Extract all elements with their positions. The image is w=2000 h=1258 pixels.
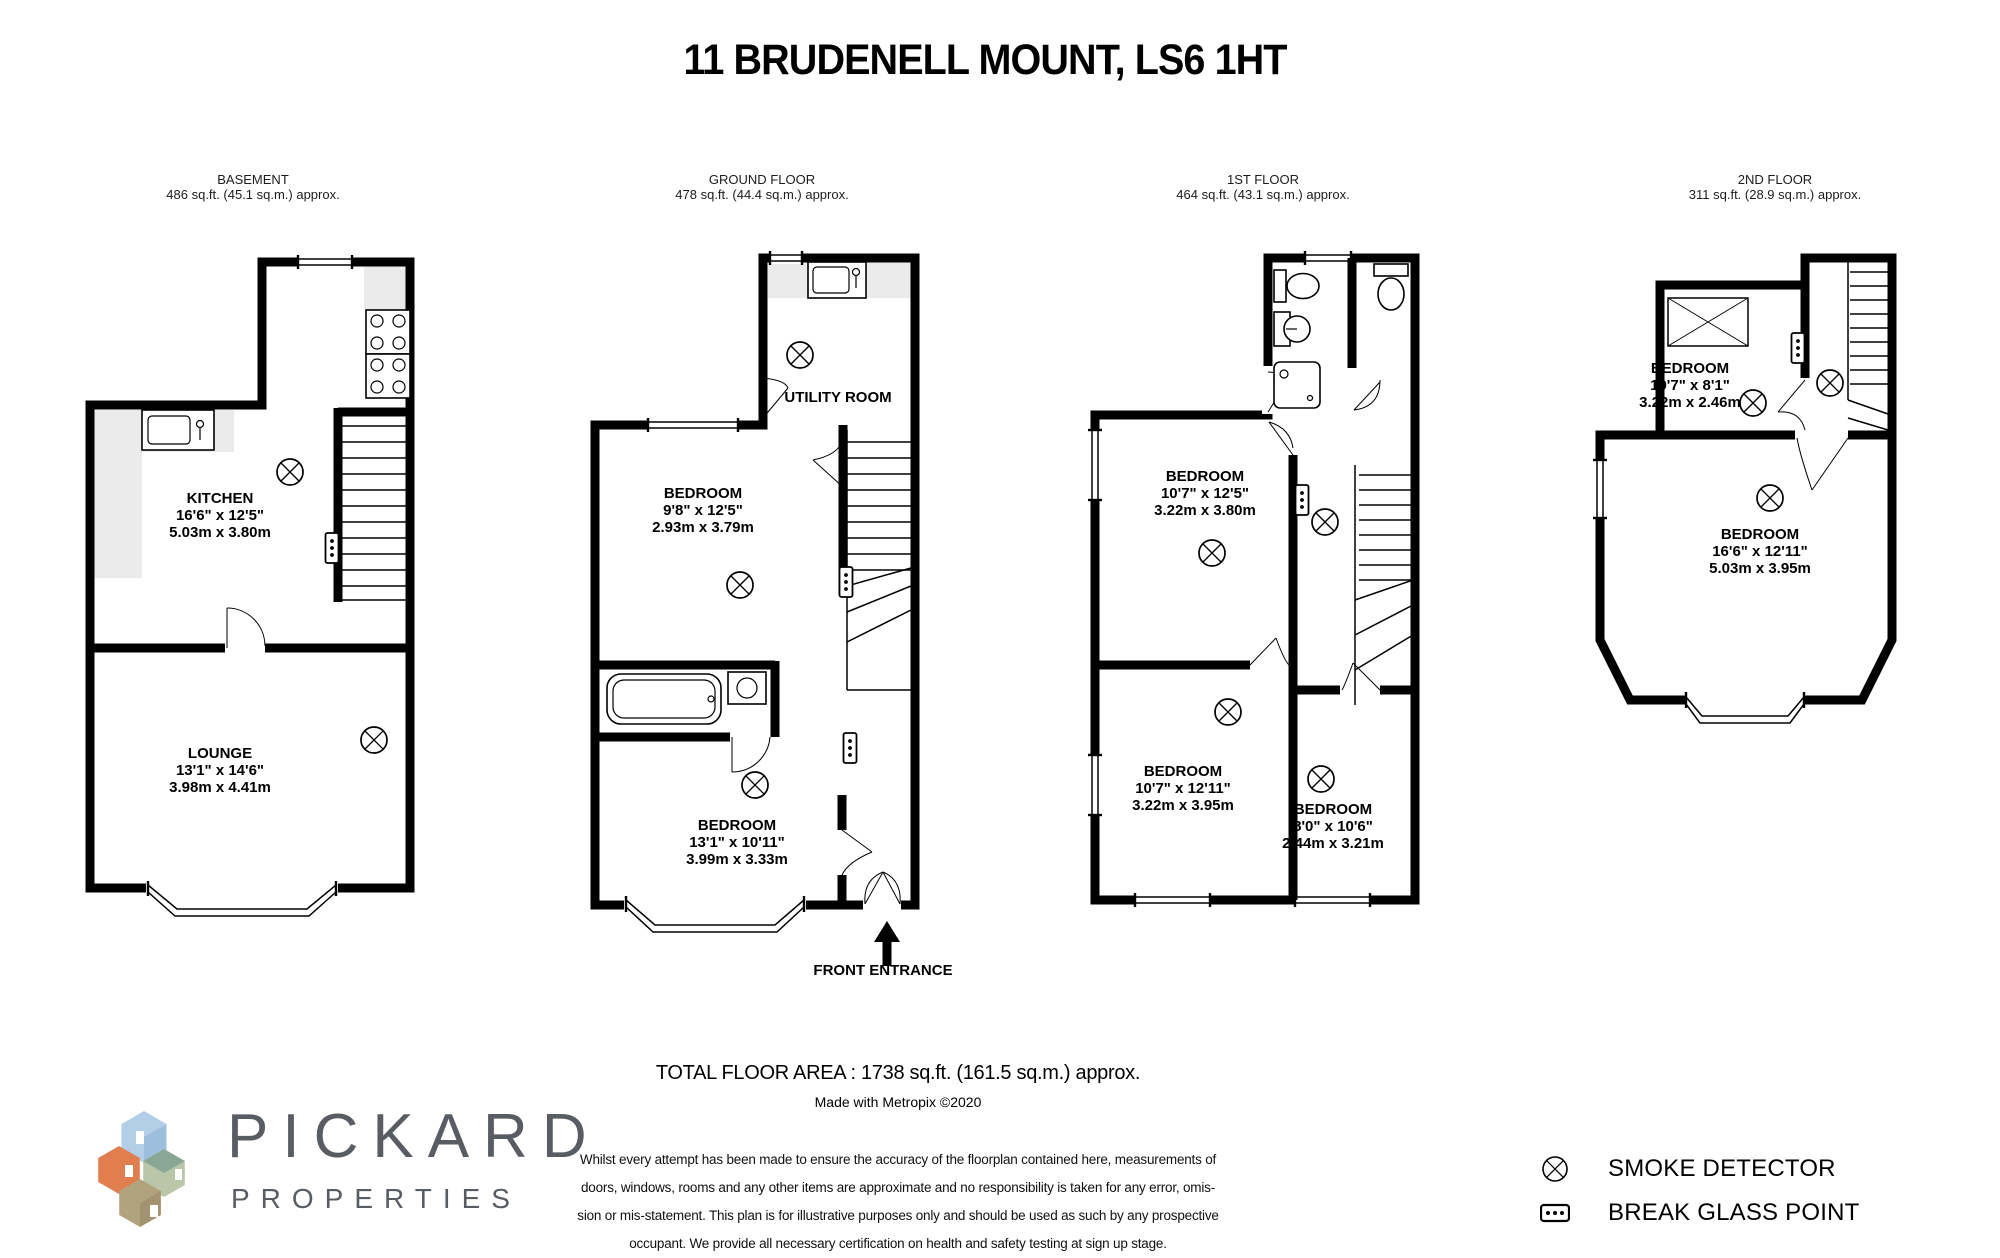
- total-floor-area: TOTAL FLOOR AREA : 1738 sq.ft. (161.5 sq.m.) approx.: [655, 1062, 1141, 1084]
- door: [842, 830, 872, 875]
- logo-name: PICKARD: [227, 1102, 601, 1171]
- window: [1135, 893, 1210, 907]
- logo-tagline: PROPERTIES: [231, 1183, 521, 1214]
- window: [298, 255, 352, 269]
- floor-header-ground: [675, 172, 848, 202]
- toilet: [1374, 264, 1408, 310]
- bay-window: [146, 881, 338, 916]
- sink: [1274, 312, 1310, 346]
- ground-drawing: [580, 250, 940, 995]
- legend-label: SMOKE DETECTOR: [1608, 1155, 1836, 1182]
- stairs: [1355, 465, 1413, 705]
- room-dims-metric: 2.44m x 3.21m: [1282, 835, 1384, 852]
- smoke-detector-icon: [1215, 699, 1241, 725]
- room-label-bedroom: [1639, 360, 1741, 411]
- room-dims-imperial: 16'6" x 12'5": [175, 507, 265, 524]
- bay-window: [624, 896, 806, 932]
- room-dims-imperial: 10'7" x 12'11": [1135, 780, 1231, 797]
- room-dims-metric: 2.93m x 3.79m: [652, 519, 754, 536]
- page-title: 11 BRUDENELL MOUNT, LS6 1HT: [683, 36, 1287, 84]
- door: [1250, 638, 1289, 665]
- break-glass-point-icon: [326, 533, 339, 563]
- break-glass-point-icon: [840, 567, 853, 597]
- floor-area: 486 sq.ft. (45.1 sq.m.) approx.: [166, 187, 340, 202]
- window: [1088, 755, 1102, 815]
- pickard-logo-text: [227, 1102, 601, 1215]
- room-name: BEDROOM: [1650, 360, 1730, 377]
- floor-plan-basement: [80, 250, 430, 940]
- floor-name: 2ND FLOOR: [1737, 172, 1813, 187]
- smoke-detector-icon: [1312, 509, 1338, 535]
- room-label-bedroom: [652, 485, 754, 536]
- basement-drawing: [80, 250, 430, 940]
- room-dims-metric: 3.22m x 2.46m: [1639, 394, 1741, 411]
- door: [227, 608, 265, 648]
- stairs: [338, 408, 410, 602]
- window: [770, 251, 802, 265]
- pickard-logo: [92, 1102, 601, 1235]
- shower: [1274, 362, 1320, 408]
- break-glass-point-icon: [1296, 485, 1309, 515]
- break-glass-point-icon: [1792, 333, 1805, 363]
- door: [1778, 380, 1805, 430]
- door: [1354, 380, 1380, 410]
- room-dims-metric: 3.99m x 3.33m: [686, 851, 788, 868]
- smoke-detector-icon: [787, 342, 813, 368]
- disclaimer: [548, 1146, 1248, 1258]
- break-glass-point-icon: [1540, 1198, 1570, 1228]
- floor-area: 478 sq.ft. (44.4 sq.m.) approx.: [675, 187, 849, 202]
- floor-plan-ground: [580, 250, 953, 995]
- front-entrance-arrow-icon: [874, 921, 900, 966]
- room-label-bedroom: [1282, 801, 1384, 852]
- stove: [366, 310, 410, 398]
- door: [732, 737, 770, 772]
- floor-area: 464 sq.ft. (43.1 sq.m.) approx.: [1176, 187, 1350, 202]
- door: [1797, 438, 1848, 490]
- room-dims-metric: 3.22m x 3.95m: [1132, 797, 1234, 814]
- window: [648, 418, 738, 432]
- room-label-lounge: [169, 745, 271, 796]
- smoke-detector-icon: [1540, 1154, 1570, 1184]
- window: [1593, 460, 1607, 518]
- smoke-detector-icon: [277, 459, 303, 485]
- room-dims-imperial: 9'8" x 12'5": [663, 502, 743, 519]
- made-with-credit: Made with Metropix ©2020: [814, 1094, 982, 1110]
- smoke-detector-icon: [361, 727, 387, 753]
- window: [1295, 893, 1370, 907]
- window: [1305, 251, 1351, 265]
- room-label-kitchen: [169, 490, 271, 541]
- stairs: [843, 425, 911, 690]
- room-label-utility: [784, 389, 891, 406]
- room-name: LOUNGE: [187, 745, 253, 762]
- room-dims-metric: 5.03m x 3.80m: [169, 524, 271, 541]
- floor-header-1st: [1176, 172, 1349, 202]
- room-dims-imperial: 10'7" x 12'5": [1160, 485, 1250, 502]
- legend-label: BREAK GLASS POINT: [1608, 1199, 1860, 1226]
- smoke-detector-icon: [1757, 485, 1783, 511]
- room-dims-imperial: 8'0" x 10'6": [1293, 818, 1373, 835]
- room-label-bedroom: [686, 817, 788, 868]
- disclaimer-line: doors, windows, rooms and any other items are approximate and no responsibility is taken for any error, omis-: [580, 1180, 1215, 1195]
- room-name: BEDROOM: [697, 817, 777, 834]
- kitchen-counter: [94, 410, 142, 578]
- smoke-detector-icon: [1740, 390, 1766, 416]
- second-drawing: [1590, 250, 1910, 730]
- bathtub: [607, 674, 721, 724]
- kitchen-counter: [364, 266, 410, 310]
- room-name: BEDROOM: [663, 485, 743, 502]
- floor-plan-2nd: [1590, 250, 1910, 730]
- legend-row-break-glass-point: [1540, 1196, 1859, 1230]
- room-label-bedroom: [1132, 763, 1234, 814]
- smoke-detector-icon: [727, 572, 753, 598]
- sink: [728, 672, 766, 704]
- room-dims-imperial: 13'1" x 10'11": [689, 834, 785, 851]
- legend: [1540, 1152, 1859, 1240]
- legend-row-smoke-detector: [1540, 1152, 1859, 1186]
- room-name: UTILITY ROOM: [784, 389, 892, 406]
- toilet: [1274, 270, 1319, 302]
- disclaimer-line: Whilst every attempt has been made to ensure the accuracy of the floorplan contained here, measurements of: [579, 1152, 1217, 1167]
- room-name: BEDROOM: [1143, 763, 1223, 780]
- floor-header-2nd: [1689, 172, 1861, 202]
- sink: [142, 410, 214, 450]
- floor-name: GROUND FLOOR: [708, 172, 816, 187]
- floor-name: BASEMENT: [217, 172, 289, 187]
- disclaimer-line: sion or mis-statement. This plan is for illustrative purposes only and should be used as such by any prospective: [577, 1208, 1219, 1223]
- front-door: [863, 872, 901, 911]
- smoke-detector-icon: [1199, 540, 1225, 566]
- pickard-logo-mark-icon: [92, 1105, 197, 1235]
- floor-name: 1ST FLOOR: [1226, 172, 1300, 187]
- room-dims-metric: 3.22m x 3.80m: [1154, 502, 1256, 519]
- bay-window: [1686, 692, 1804, 723]
- smoke-detector-icon: [742, 772, 768, 798]
- floor-area: 311 sq.ft. (28.9 sq.m.) approx.: [1688, 187, 1862, 202]
- skylight: [1668, 298, 1748, 346]
- room-name: BEDROOM: [1720, 526, 1800, 543]
- room-label-bedroom: [1154, 468, 1256, 519]
- room-dims-imperial: 10'7" x 8'1": [1650, 377, 1730, 394]
- exterior-walls: [595, 258, 915, 905]
- floor-plan-1st: [1080, 250, 1440, 920]
- room-name: KITCHEN: [186, 490, 254, 507]
- break-glass-point-icon: [844, 733, 857, 763]
- room-dims-metric: 5.03m x 3.95m: [1709, 560, 1811, 577]
- room-label-bedroom: [1709, 526, 1811, 577]
- room-name: BEDROOM: [1165, 468, 1245, 485]
- door: [1269, 422, 1293, 455]
- first-drawing: [1080, 250, 1440, 920]
- floor-header-basement: [166, 172, 339, 202]
- room-dims-imperial: 13'1" x 14'6": [175, 762, 265, 779]
- window: [1088, 430, 1102, 500]
- smoke-detector-icon: [1308, 766, 1334, 792]
- smoke-detector-icon: [1817, 370, 1843, 396]
- stairs: [1848, 260, 1888, 430]
- room-name: BEDROOM: [1293, 801, 1373, 818]
- sink: [808, 262, 866, 298]
- room-dims-imperial: 16'6" x 12'11": [1712, 543, 1808, 560]
- front-entrance-label: FRONT ENTRANCE: [813, 962, 953, 979]
- disclaimer-line: occupant. We provide all necessary certification on health and safety testing at sign up stage.: [629, 1236, 1167, 1251]
- room-dims-metric: 3.98m x 4.41m: [169, 779, 271, 796]
